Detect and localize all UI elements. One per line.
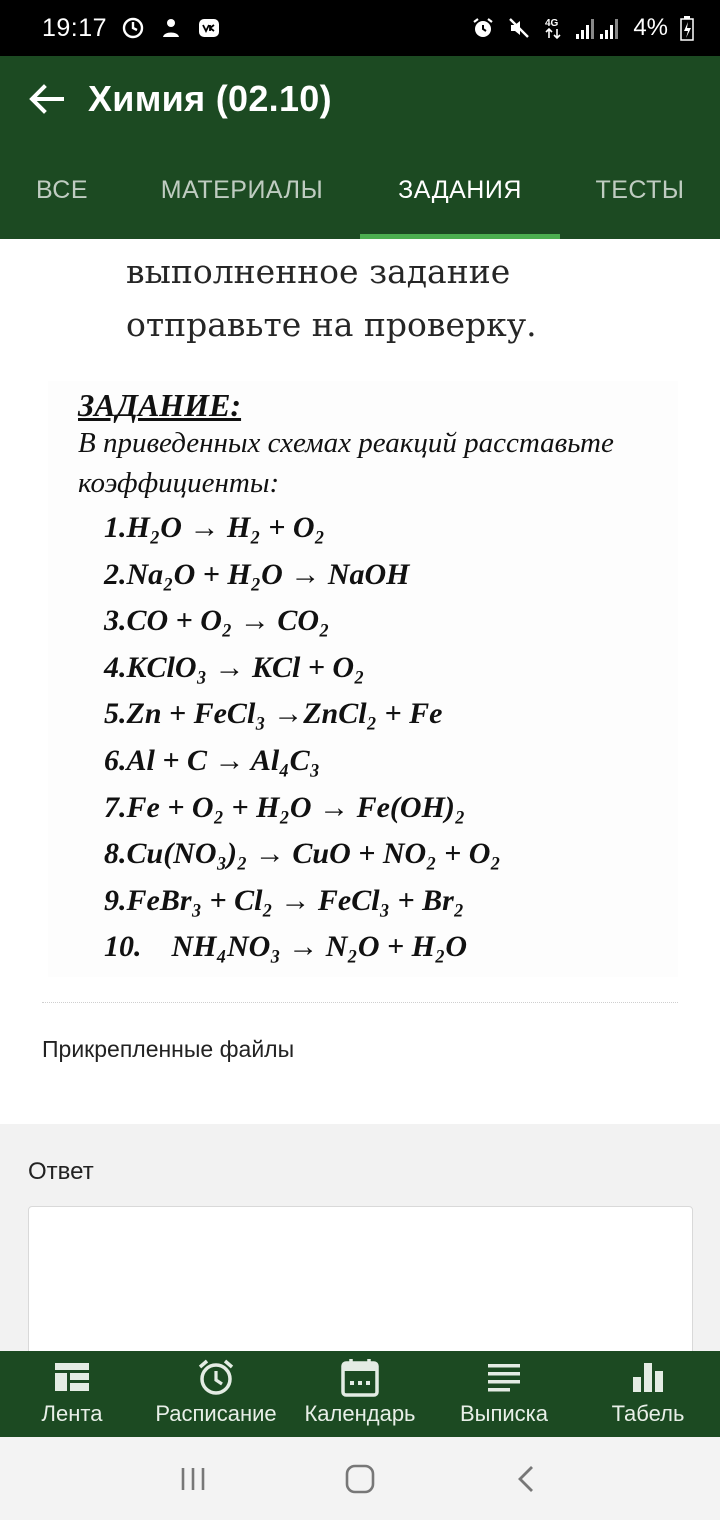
alarm-icon bbox=[471, 16, 495, 40]
page-title: Химия (02.10) bbox=[88, 78, 332, 119]
nav-item-calendar[interactable] bbox=[288, 1351, 432, 1437]
task-image[interactable] bbox=[48, 381, 678, 977]
alarm-clock-icon bbox=[196, 1357, 236, 1397]
reaction-item: 3.CO + O₂ → CO₂ bbox=[104, 604, 330, 638]
answer-label: Ответ bbox=[28, 1158, 94, 1185]
status-time: 19:17 bbox=[42, 13, 108, 42]
reaction-item: 9.FeBr₃ + Cl₂ → FeCl₃ + Br₂ bbox=[104, 883, 465, 917]
instruction-line-2: отправьте на проверку. bbox=[126, 305, 537, 344]
sync-icon bbox=[121, 16, 145, 40]
nav-label-calendar: Календарь bbox=[304, 1401, 416, 1426]
signal-icon bbox=[575, 16, 621, 40]
reaction-item: 6.Al + C → Al₄C₃ bbox=[104, 743, 321, 777]
back-button[interactable] bbox=[24, 77, 68, 121]
status-bar bbox=[0, 0, 720, 56]
reaction-item: 2.Na₂O + H₂O → NaOH bbox=[104, 557, 410, 591]
reaction-item: 4.KClO₃ → KCl + O₂ bbox=[104, 650, 365, 684]
tab-tests[interactable]: ТЕСТЫ bbox=[595, 176, 685, 204]
reaction-item: 8.Cu(NO₃)₂ → CuO + NO₂ + O₂ bbox=[104, 837, 501, 871]
calendar-icon bbox=[340, 1357, 380, 1397]
game-icon bbox=[159, 16, 183, 40]
nav-item-statement[interactable] bbox=[432, 1351, 576, 1437]
mute-icon bbox=[507, 16, 531, 40]
arrow-left-icon bbox=[26, 79, 66, 119]
battery-icon bbox=[680, 16, 694, 40]
battery-text: 4% bbox=[633, 14, 668, 41]
task-content[interactable] bbox=[0, 239, 720, 1351]
nav-label-grades: Табель bbox=[611, 1401, 685, 1426]
answer-section bbox=[0, 1124, 720, 1351]
nav-item-grades[interactable] bbox=[576, 1351, 720, 1437]
list-icon bbox=[484, 1357, 524, 1397]
reaction-item: 10. NH₄NO₃ → N₂O + H₂O bbox=[104, 930, 468, 964]
home-icon bbox=[344, 1463, 376, 1495]
instruction-text bbox=[126, 245, 537, 351]
task-description: В приведенных схемах реакций расставьте коэффициенты: bbox=[78, 427, 614, 499]
tab-materials[interactable]: МАТЕРИАЛЫ bbox=[160, 176, 324, 204]
system-navigation bbox=[0, 1437, 720, 1520]
instruction-line-1: выполненное задание bbox=[126, 252, 511, 291]
recent-apps-button[interactable] bbox=[163, 1449, 223, 1509]
nav-item-schedule[interactable] bbox=[144, 1351, 288, 1437]
nav-label-statement: Выписка bbox=[459, 1401, 549, 1426]
svg-text:4G: 4G bbox=[545, 18, 559, 29]
recent-apps-icon bbox=[178, 1464, 208, 1494]
reactions-list bbox=[104, 505, 501, 971]
tab-tasks[interactable]: ЗАДАНИЯ bbox=[360, 142, 560, 239]
bottom-navigation bbox=[0, 1351, 720, 1437]
reaction-item: 7.Fe + O₂ + H₂O → Fe(OH)₂ bbox=[104, 790, 466, 824]
nav-label-feed: Лента bbox=[41, 1401, 103, 1426]
reaction-item: 1.H₂O → H₂ + O₂ bbox=[104, 511, 325, 544]
chevron-left-icon bbox=[512, 1464, 542, 1494]
task-heading: ЗАДАНИЕ: bbox=[78, 387, 242, 423]
vk-icon bbox=[197, 16, 221, 40]
feed-icon bbox=[52, 1357, 92, 1397]
reaction-item: 5.Zn + FeCl₃ →ZnCl₂ + Fe bbox=[104, 697, 443, 731]
home-button[interactable] bbox=[330, 1449, 390, 1509]
divider bbox=[42, 1002, 678, 1003]
system-back-button[interactable] bbox=[497, 1449, 557, 1509]
attached-files-label: Прикрепленные файлы bbox=[42, 1036, 295, 1062]
answer-input[interactable] bbox=[28, 1206, 693, 1351]
tab-all[interactable]: ВСЕ bbox=[35, 176, 89, 204]
app-bar bbox=[0, 56, 720, 239]
nav-label-schedule: Расписание bbox=[155, 1401, 277, 1426]
bar-chart-icon bbox=[628, 1357, 668, 1397]
tab-bar bbox=[0, 142, 720, 239]
nav-item-feed[interactable] bbox=[0, 1351, 144, 1437]
network-4g-icon bbox=[543, 16, 563, 40]
